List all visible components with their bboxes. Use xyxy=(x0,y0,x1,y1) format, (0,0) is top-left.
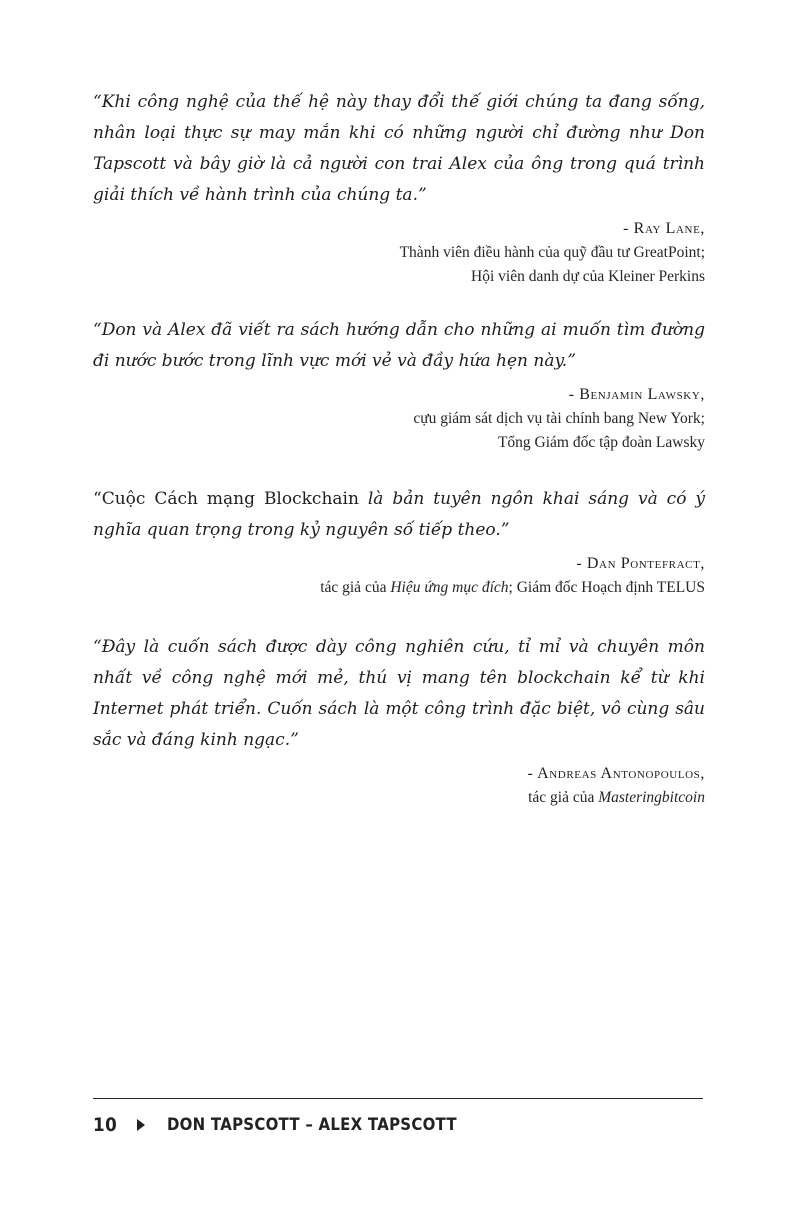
quote-text: “Don và Alex đã viết ra sách hướng dẫn cho những ai muốn tìm đường đi nước bước trong lĩnh vực mới vẻ và đầy hứa hẹn này.” xyxy=(93,320,705,371)
author-title xyxy=(93,786,705,810)
quote-text: “Khi công nghệ của thế hệ này thay đổi thế giới chúng ta đang sống, nhân loại thực sự may mắn khi có những người chỉ đường như Don Tapscott và bây giờ là cả người con trai Alex của ông trong quá trình giải thích về hành trình của chúng ta.” xyxy=(93,92,705,205)
testimonial-quote xyxy=(93,484,705,600)
quote-author: - Dan Pontefract, xyxy=(576,555,705,572)
quote-body: là bản tuyên ngôn khai sáng và có ý nghĩa quan trọng trong kỷ nguyên số tiếp theo.” xyxy=(93,489,705,540)
quote-attribution xyxy=(93,552,705,600)
page-number: 10 xyxy=(93,1114,118,1136)
quote-attribution xyxy=(93,217,705,289)
quote-text xyxy=(93,484,705,546)
quote-author: - Benjamin Lawsky, xyxy=(568,386,705,403)
author-title-prefix: tác giả của xyxy=(528,789,599,806)
quote-text: “Đây là cuốn sách được dày công nghiên cứu, tỉ mỉ và chuyên môn nhất về công nghệ mới mẻ, thú vị mang tên blockchain kể từ khi Internet phát triển. Cuốn sách là một công trình đặc biệt, vô cùng sâu sắc và đáng kinh ngạc.” xyxy=(93,637,705,750)
author-title: Tổng Giám đốc tập đoàn Lawsky xyxy=(497,434,705,451)
author-book-title: Masteringbitcoin xyxy=(598,789,705,806)
quote-attribution xyxy=(93,762,705,810)
author-title-prefix: tác giả của xyxy=(320,579,391,596)
triangle-right-icon xyxy=(137,1119,145,1131)
author-title: Thành viên điều hành của quỹ đầu tư GreatPoint; xyxy=(399,244,705,261)
author-title xyxy=(93,576,705,600)
author-title: cựu giám sát dịch vụ tài chính bang New York; xyxy=(413,410,705,427)
quote-author: - Andreas Antonopoulos, xyxy=(527,765,705,782)
book-title: “Cuộc Cách mạng Blockchain xyxy=(93,489,359,509)
testimonial-quote xyxy=(93,87,705,289)
quote-author: - Ray Lane, xyxy=(623,220,705,237)
quote-attribution xyxy=(93,383,705,455)
author-book-title: Hiệu ứng mục đích xyxy=(390,579,509,596)
testimonial-quote xyxy=(93,632,705,810)
page-footer xyxy=(93,1112,496,1138)
author-title: Hội viên danh dự của Kleiner Perkins xyxy=(471,268,705,285)
footer-divider xyxy=(93,1098,703,1099)
testimonial-quote xyxy=(93,315,705,455)
running-title: DON TAPSCOTT – ALEX TAPSCOTT xyxy=(167,1115,457,1135)
author-title-suffix: ; Giám đốc Hoạch định TELUS xyxy=(508,579,705,596)
